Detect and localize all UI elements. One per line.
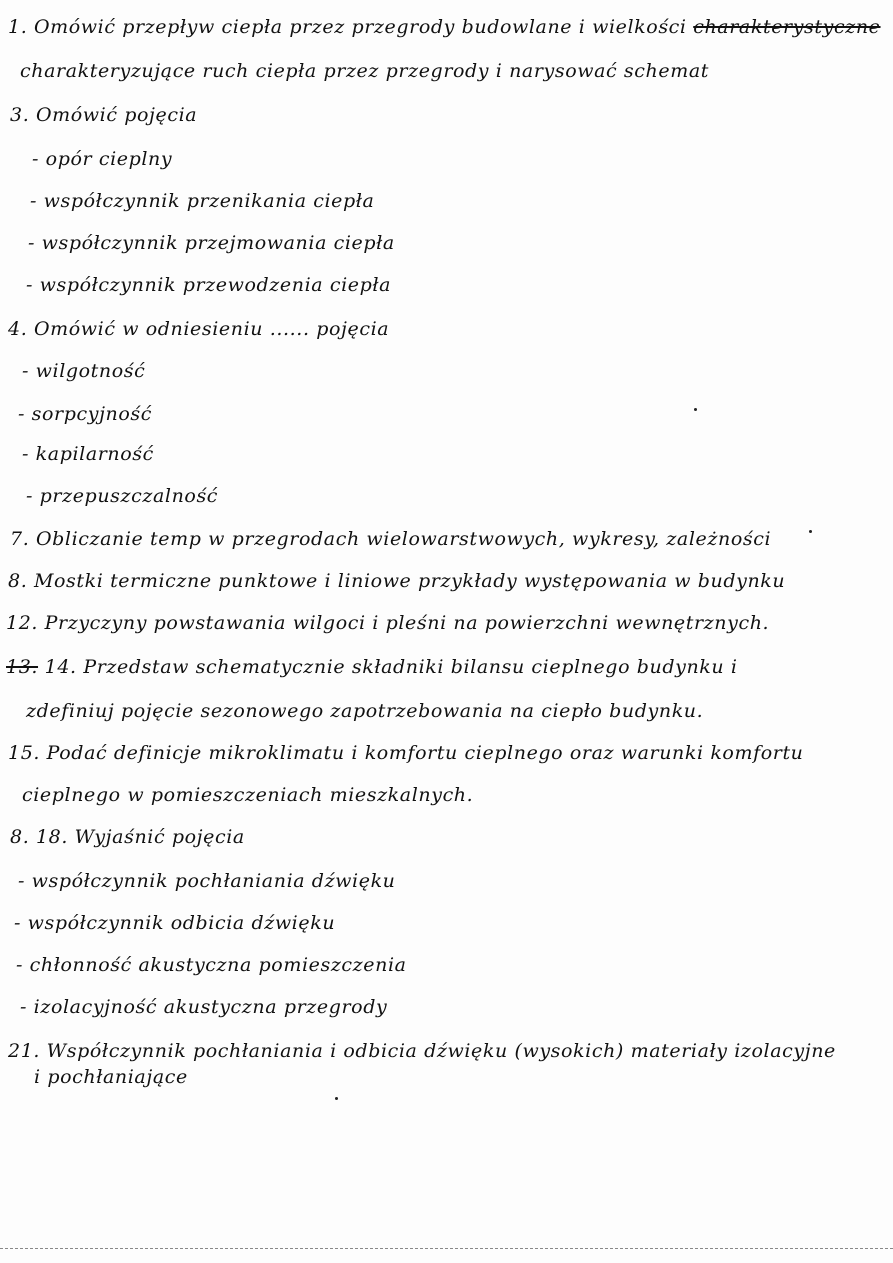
item-21-line-2: i pochłaniające: [34, 1066, 188, 1088]
item-4-heading: 4. Omówić w odniesieniu ...... pojęcia: [8, 318, 390, 340]
item-14-line-1: [6, 658, 738, 677]
item-3-bullet-4: - współczynnik przewodzenia ciepła: [26, 274, 392, 296]
item-1-line-2: charakteryzujące ruch ciepła przez przegrody i narysować schemat: [20, 60, 709, 82]
item-14-line-2: zdefiniuj pojęcie sezonowego zapotrzebowania na ciepło budynku.: [26, 700, 704, 722]
item-4-bullet-3: - kapilarność: [22, 443, 154, 465]
item-3-bullet-1: - opór cieplny: [32, 148, 173, 170]
item-1-text: 1. Omówić przepływ ciepła przez przegrody budowlane i wielkości: [8, 16, 687, 38]
struck-number: 13.: [6, 656, 39, 678]
stray-dot: [809, 530, 812, 533]
item-18-bullet-2: - współczynnik odbicia dźwięku: [14, 912, 336, 934]
scan-edge-line: [0, 1248, 893, 1249]
item-8: 8. Mostki termiczne punktowe i liniowe przykłady występowania w budynku: [8, 570, 786, 592]
item-18-bullet-4: - izolacyjność akustyczna przegrody: [20, 996, 388, 1018]
item-15-line-1: 15. Podać definicje mikroklimatu i komfortu cieplnego oraz warunki komfortu: [8, 742, 804, 764]
item-3-bullet-3: - współczynnik przejmowania ciepła: [28, 232, 395, 254]
item-21-line-1: 21. Współczynnik pochłaniania i odbicia dźwięku (wysokich) materiały izolacyjne: [8, 1040, 836, 1062]
item-4-bullet-2: - sorpcyjność: [18, 403, 153, 425]
item-14-text: 14. Przedstaw schematycznie składniki bilansu cieplnego budynku i: [44, 656, 738, 678]
item-7: 7. Obliczanie temp w przegrodach wielowarstwowych, wykresy, zależności: [10, 528, 772, 550]
item-18-bullet-1: - współczynnik pochłaniania dźwięku: [18, 870, 396, 892]
item-4-bullet-1: - wilgotność: [22, 360, 146, 382]
item-18-bullet-3: - chłonność akustyczna pomieszczenia: [16, 954, 407, 976]
item-3-heading: 3. Omówić pojęcia: [10, 104, 198, 126]
item-1-line-1: [8, 18, 881, 37]
item-3-bullet-2: - współczynnik przenikania ciepła: [30, 190, 375, 212]
item-12: 12. Przyczyny powstawania wilgoci i pleśni na powierzchni wewnętrznych.: [6, 612, 770, 634]
item-15-line-2: cieplnego w pomieszczeniach mieszkalnych.: [22, 784, 474, 806]
item-18-heading: 8. 18. Wyjaśnić pojęcia: [10, 826, 245, 848]
struck-word: charakterystyczne: [693, 16, 881, 38]
item-4-bullet-4: - przepuszczalność: [26, 485, 219, 507]
stray-dot: [335, 1097, 338, 1100]
stray-dot: [694, 408, 697, 411]
